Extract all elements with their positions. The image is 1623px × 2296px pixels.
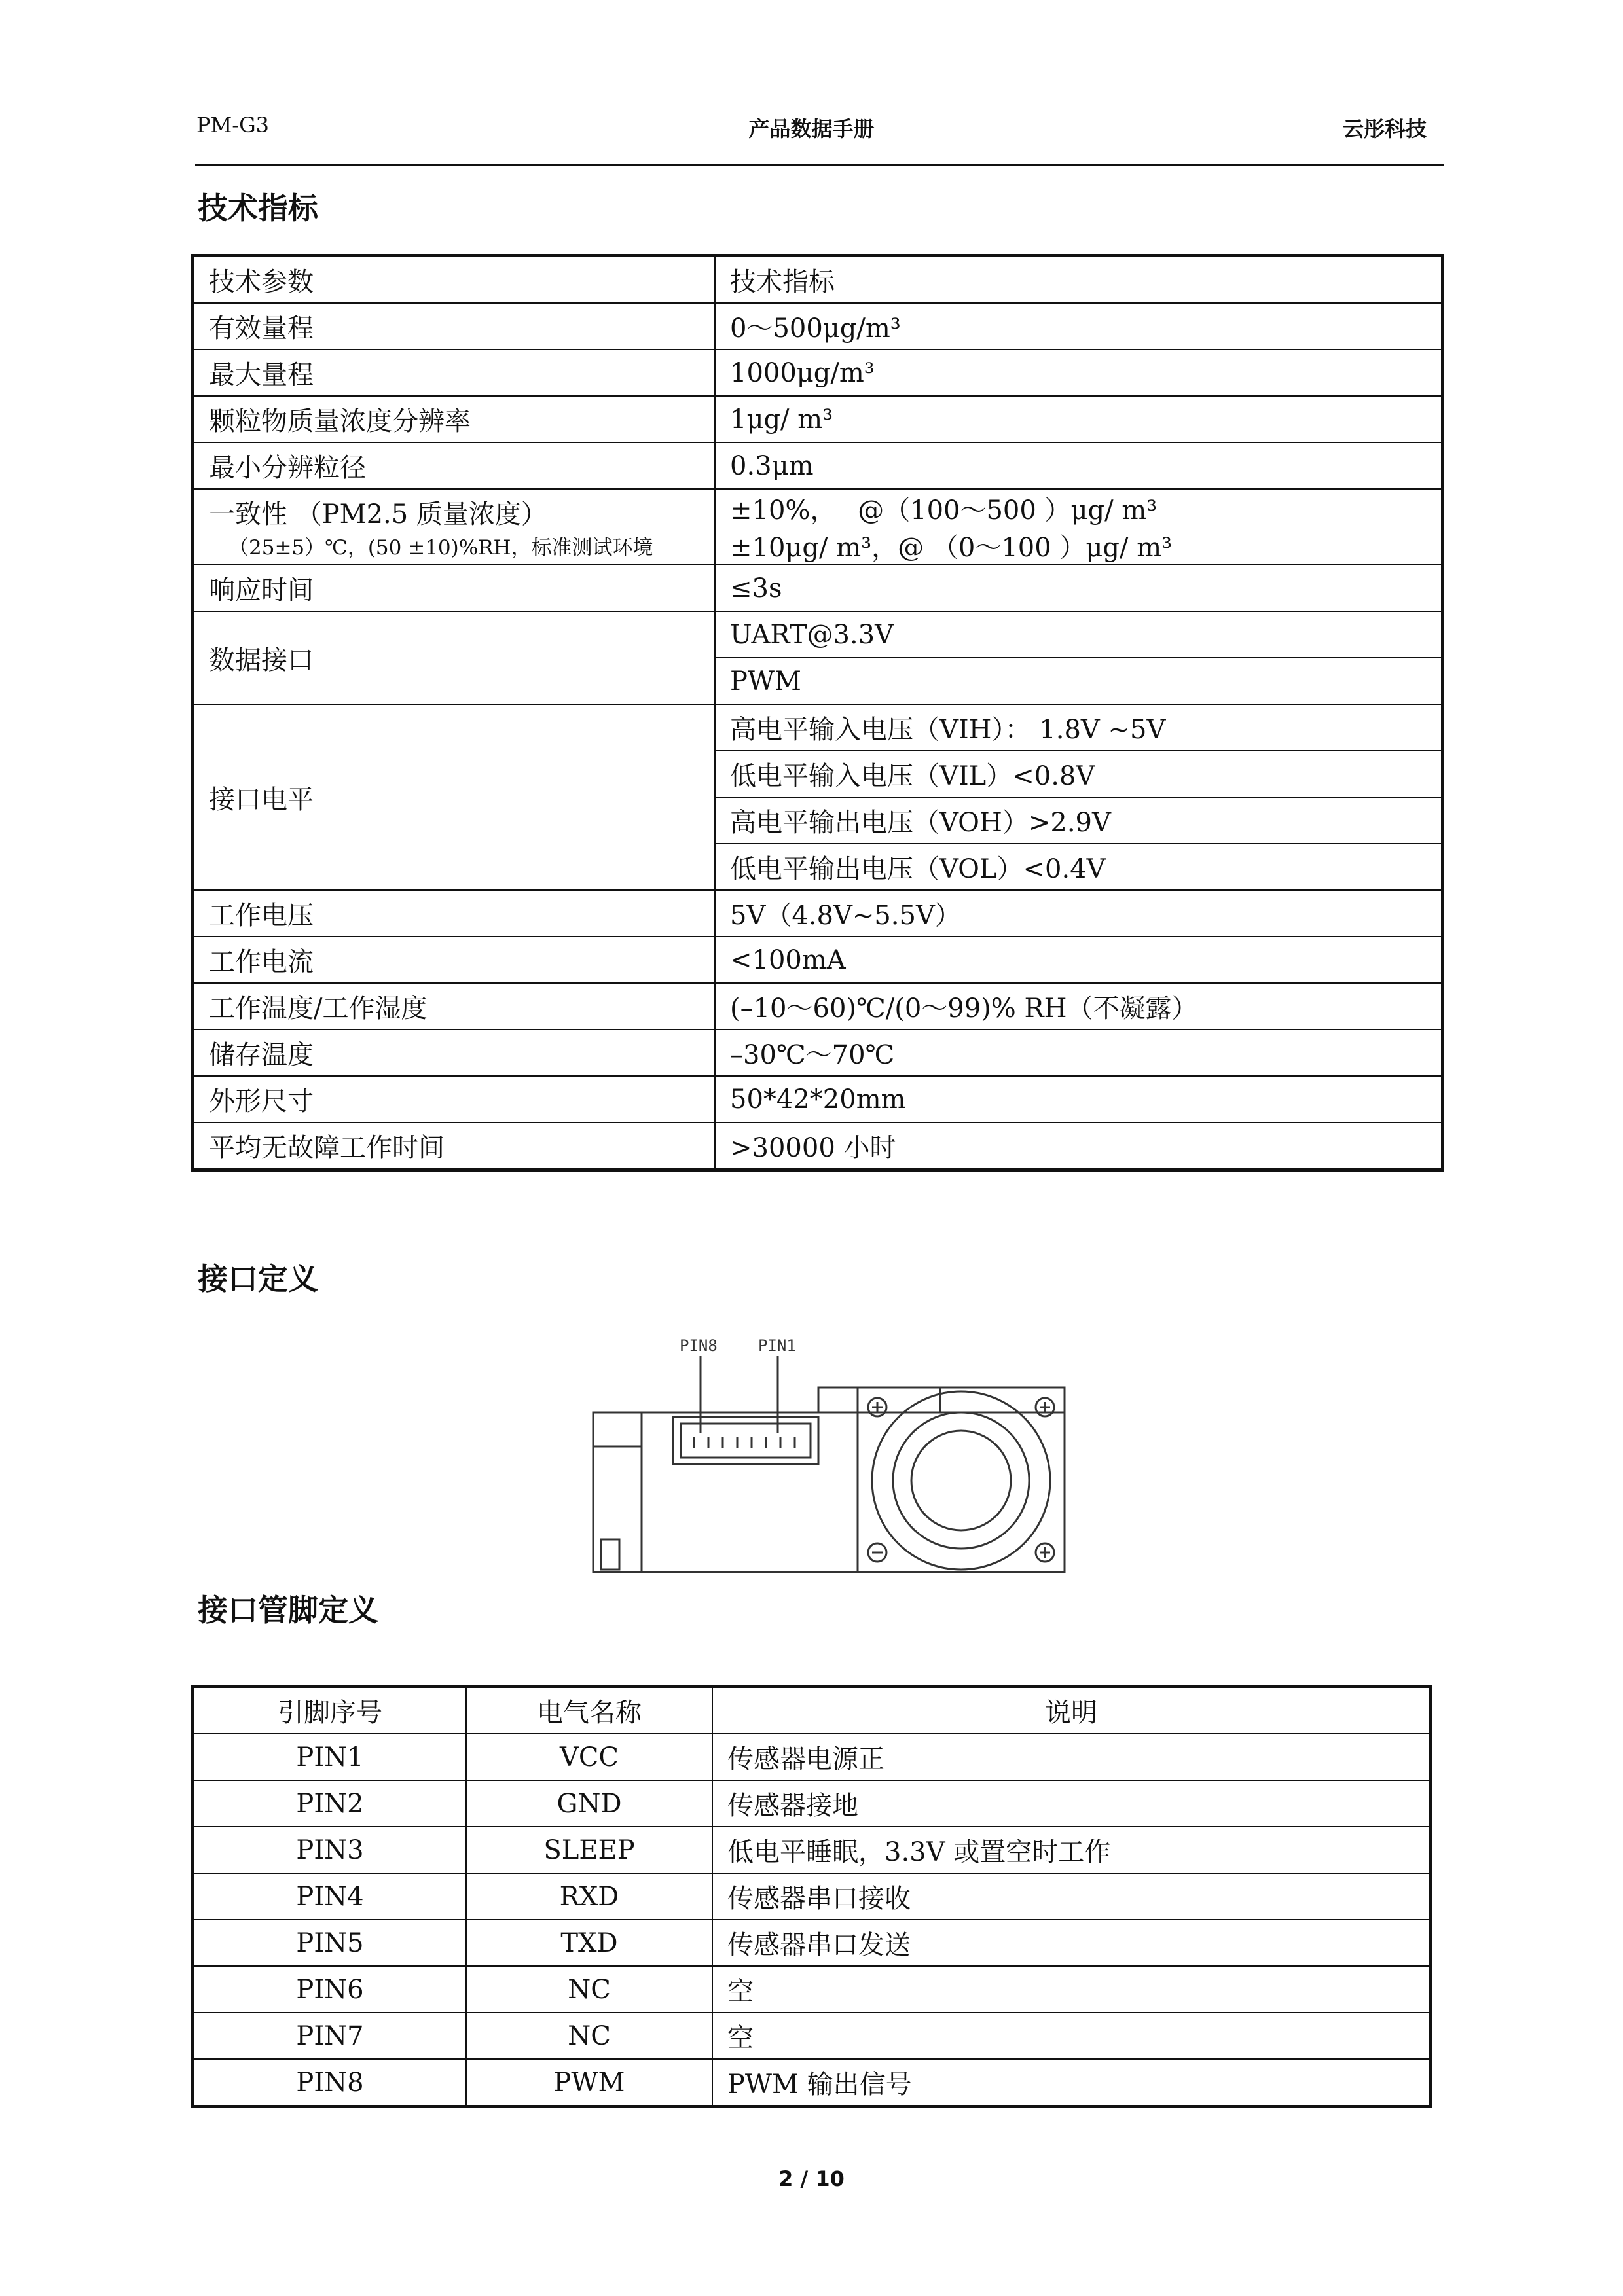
- spec-value: 1μg/ m³: [715, 396, 1443, 442]
- spec-value: 低电平输出电压（VOL）<0.4V: [715, 844, 1443, 890]
- spec-value: –30℃～70℃: [715, 1030, 1443, 1076]
- table-row: [193, 1873, 1431, 1920]
- spec-value: (–10～60)℃/(0～99)% RH（不凝露）: [715, 983, 1443, 1030]
- spec-key: 最小分辨粒径: [193, 442, 716, 489]
- pin-number: PIN1: [193, 1734, 467, 1780]
- spec-head-value: 技术指标: [715, 256, 1443, 304]
- pin-head-name: 电气名称: [466, 1687, 712, 1734]
- spec-key: 工作电压: [193, 890, 716, 937]
- pin-head-number: 引脚序号: [193, 1687, 467, 1734]
- pin-desc: 传感器电源正: [712, 1734, 1431, 1780]
- pin-head-desc: 说明: [712, 1687, 1431, 1734]
- pin-number: PIN6: [193, 1966, 467, 2013]
- pin1-label: PIN1: [758, 1336, 796, 1355]
- spec-key: 最大量程: [193, 350, 716, 396]
- pin-desc: 传感器串口接收: [712, 1873, 1431, 1920]
- fan: [858, 1388, 1065, 1572]
- spec-head-param: 技术参数: [193, 256, 716, 304]
- consistency-value-2: ±10μg/ m³，@ （0～100 ）μg/ m³: [730, 533, 1173, 563]
- table-row: [193, 937, 1443, 983]
- spec-value: >30000 小时: [715, 1122, 1443, 1170]
- spec-key: 接口电平: [193, 704, 716, 890]
- spec-value: <100mA: [715, 937, 1443, 983]
- spec-value: 0.3μm: [715, 442, 1443, 489]
- table-header-row: [193, 256, 1443, 304]
- pin-name: NC: [466, 2013, 712, 2059]
- page-number: 2 / 10: [778, 2166, 845, 2191]
- pin-number: PIN8: [193, 2059, 467, 2107]
- pin-name: VCC: [466, 1734, 712, 1780]
- spec-key: 工作电流: [193, 937, 716, 983]
- table-row: [193, 1966, 1431, 2013]
- table-row: [193, 396, 1443, 442]
- spec-value: 50*42*20mm: [715, 1076, 1443, 1122]
- table-row: [193, 565, 1443, 611]
- pin-name: SLEEP: [466, 1827, 712, 1873]
- table-row: [193, 611, 1443, 658]
- spec-value: ≤3s: [715, 565, 1443, 611]
- pin-desc: 传感器接地: [712, 1780, 1431, 1827]
- table-row: [193, 983, 1443, 1030]
- sensor-diagram: [576, 1329, 1074, 1577]
- pin-desc: PWM 输出信号: [712, 2059, 1431, 2107]
- table-row: [193, 1122, 1443, 1170]
- spec-key: 平均无故障工作时间: [193, 1122, 716, 1170]
- pin-name: TXD: [466, 1920, 712, 1966]
- pin-name: PWM: [466, 2059, 712, 2107]
- spec-key: 数据接口: [193, 611, 716, 704]
- spec-value: [715, 489, 1443, 565]
- pin8-label: PIN8: [680, 1336, 718, 1355]
- spec-key: 工作温度/工作湿度: [193, 983, 716, 1030]
- spec-table: [191, 254, 1444, 1172]
- header-divider: [195, 164, 1444, 166]
- pin-desc: 空: [712, 1966, 1431, 2013]
- pin-desc: 低电平睡眠，3.3V 或置空时工作: [712, 1827, 1431, 1873]
- spec-key: [193, 489, 716, 565]
- table-row: [193, 303, 1443, 350]
- pin-desc: 传感器串口发送: [712, 1920, 1431, 1966]
- pin-number: PIN2: [193, 1780, 467, 1827]
- table-row: [193, 1734, 1431, 1780]
- sensor-body: [593, 1412, 1065, 1572]
- table-row: [193, 1076, 1443, 1122]
- spec-key: 外形尺寸: [193, 1076, 716, 1122]
- spec-key: 颗粒物质量浓度分辨率: [193, 396, 716, 442]
- pin-number: PIN4: [193, 1873, 467, 1920]
- header-model: PM-G3: [196, 113, 270, 137]
- table-row: [193, 489, 1443, 565]
- consistency-value-1: ±10%， @（100～500 ）μg/ m³: [730, 495, 1158, 526]
- pin-number: PIN7: [193, 2013, 467, 2059]
- pin-desc: 空: [712, 2013, 1431, 2059]
- table-row: [193, 2013, 1431, 2059]
- section-title-interface: 接口定义: [198, 1261, 318, 1297]
- spec-value: 高电平输出电压（VOH）>2.9V: [715, 797, 1443, 844]
- spec-value: UART@3.3V: [715, 611, 1443, 658]
- section-title-specs: 技术指标: [198, 190, 318, 226]
- section-title-pins: 接口管脚定义: [198, 1592, 378, 1628]
- consistency-condition: （25±5）℃，(50 ±10)%RH，标准测试环境: [228, 536, 653, 560]
- table-row: [193, 1030, 1443, 1076]
- table-row: [193, 1920, 1431, 1966]
- consistency-label: 一致性 （PM2.5 质量浓度）: [209, 499, 547, 529]
- spec-key: 响应时间: [193, 565, 716, 611]
- table-header-row: [193, 1687, 1431, 1734]
- spec-value: 5V（4.8V~5.5V）: [715, 890, 1443, 937]
- spec-key: 储存温度: [193, 1030, 716, 1076]
- table-row: [193, 350, 1443, 396]
- header-company: 云彤科技: [1342, 117, 1427, 141]
- pin-name: GND: [466, 1780, 712, 1827]
- table-row: [193, 1780, 1431, 1827]
- spec-value: 高电平输入电压（VIH）： 1.8V ~5V: [715, 704, 1443, 751]
- table-row: [193, 704, 1443, 751]
- pin-name: NC: [466, 1966, 712, 2013]
- pin-name: RXD: [466, 1873, 712, 1920]
- table-row: [193, 2059, 1431, 2107]
- pin-number: PIN3: [193, 1827, 467, 1873]
- spec-value: 低电平输入电压（VIL）<0.8V: [715, 751, 1443, 797]
- pin-table: [191, 1685, 1432, 2108]
- pin-number: PIN5: [193, 1920, 467, 1966]
- table-row: [193, 442, 1443, 489]
- spec-value: PWM: [715, 658, 1443, 704]
- spec-value: 0～500μg/m³: [715, 303, 1443, 350]
- header-title: 产品数据手册: [748, 117, 875, 141]
- table-row: [193, 1827, 1431, 1873]
- spec-value: 1000μg/m³: [715, 350, 1443, 396]
- table-row: [193, 890, 1443, 937]
- spec-key: 有效量程: [193, 303, 716, 350]
